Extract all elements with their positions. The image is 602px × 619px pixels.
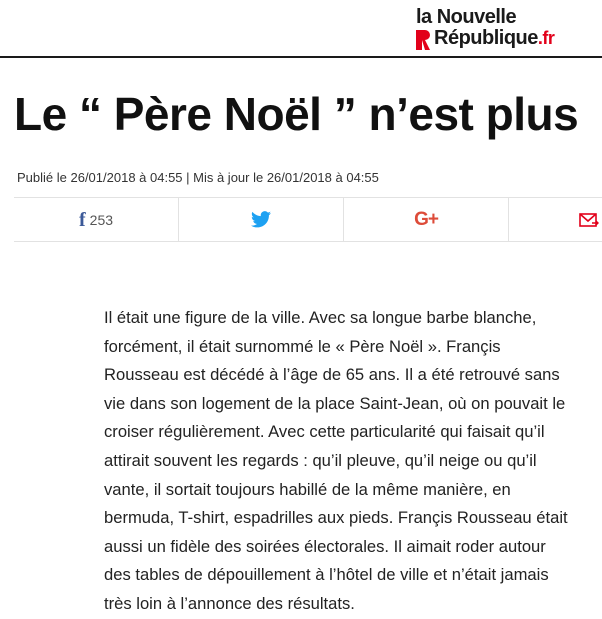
logo-line2-text: République	[434, 27, 538, 49]
article-line: très loin à l’annonce des résultats.	[104, 593, 355, 613]
article-line: vie dans son logement de la place Saint-Jean, où on pouvait le	[104, 393, 566, 413]
email-share-button[interactable]	[509, 198, 602, 241]
article-title: Le “ Père Noël ” n’est plus	[14, 88, 579, 140]
article-line: attirait souvent les regards : qu’il pleuve, qu’il neige ou qu’il	[104, 450, 537, 470]
article-line: des tables de dépouillement à l’hôtel de ville et n’était jamais	[104, 565, 549, 585]
article-line: aussi un fidèle des soirées électorales. Il aimait roder autour	[104, 536, 546, 556]
mail-icon	[579, 212, 599, 228]
twitter-icon	[251, 211, 271, 228]
facebook-share-button[interactable]	[14, 198, 179, 241]
article-meta: Publié le 26/01/2018 à 04:55 | Mis à jour le 26/01/2018 à 04:55	[17, 170, 379, 185]
article-line: croiser régulièrement. Avec cette particularité qui faisait qu’il	[104, 422, 545, 442]
article-line: Il était une figure de la ville. Avec sa longue barbe blanche,	[104, 308, 537, 327]
logo-line1: la Nouvelle	[416, 6, 517, 28]
googleplus-share-button[interactable]	[344, 198, 509, 241]
facebook-share-count: 253	[89, 211, 114, 228]
site-logo[interactable]	[414, 6, 590, 52]
logo-tld: .fr	[537, 28, 555, 48]
article-line: vante, il sortait toujours habillé de la même manière, en	[104, 479, 511, 499]
article-line: forcément, il était surnommé le « Père Noël ». Françis	[104, 336, 501, 356]
article-body	[104, 304, 592, 619]
site-header	[0, 0, 602, 58]
twitter-share-button[interactable]	[179, 198, 344, 241]
logo-line2	[434, 27, 554, 50]
facebook-icon: f	[78, 208, 86, 231]
article-paragraph	[104, 304, 592, 619]
logo-mark-icon	[416, 30, 430, 50]
article-line: bermuda, T-shirt, espadrilles aux pieds. Françis Rousseau était	[104, 508, 568, 528]
share-bar	[14, 197, 602, 242]
google-plus-icon: G+	[414, 208, 438, 230]
article-line: Rousseau est décédé à l’âge de 65 ans. Il a été retrouvé sans	[104, 365, 560, 385]
